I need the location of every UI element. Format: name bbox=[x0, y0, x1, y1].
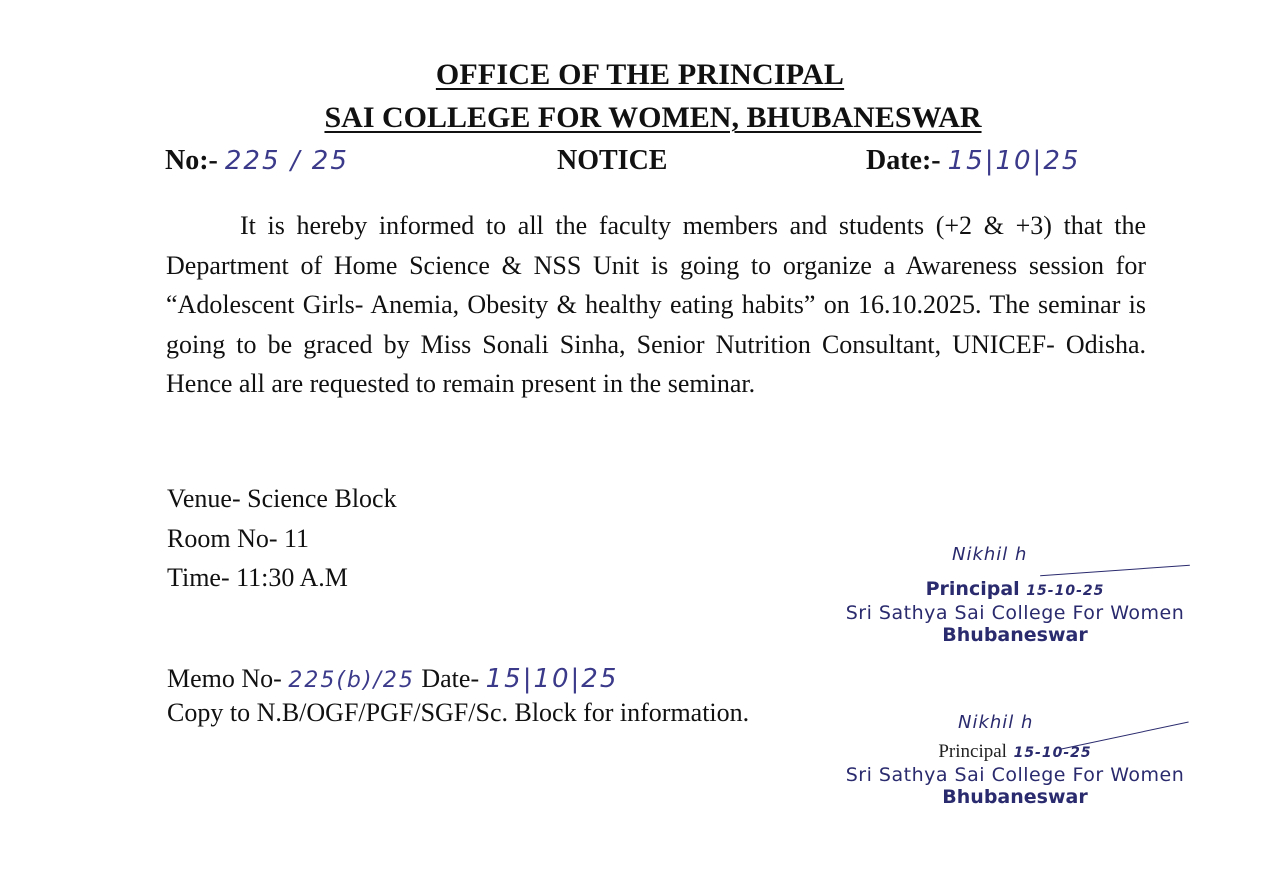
venue: Venue- Science Block bbox=[167, 484, 397, 513]
principal-stamp-2 bbox=[820, 740, 1210, 808]
stamp-1-city: Bhubaneswar bbox=[942, 624, 1088, 646]
signature-1: Nikhil h bbox=[952, 544, 1028, 565]
room-number: Room No- 11 bbox=[167, 524, 310, 553]
stamp-1-college: Sri Sathya Sai College For Women bbox=[845, 602, 1185, 624]
copy-to: Copy to N.B/OGF/PGF/SGF/Sc. Block for information. bbox=[167, 698, 750, 727]
memo-date-value: 15|10|25 bbox=[485, 664, 619, 694]
signature-1-stroke bbox=[1040, 565, 1190, 576]
notice-title: NOTICE bbox=[557, 145, 668, 176]
notice-number-value: 225 / 25 bbox=[224, 146, 349, 176]
time: Time- 11:30 A.M bbox=[167, 563, 348, 592]
stamp-2-date: 15-10-25 bbox=[1013, 745, 1092, 761]
notice-number bbox=[165, 145, 349, 177]
notice-number-label: No:- bbox=[165, 145, 218, 176]
stamp-2-college: Sri Sathya Sai College For Women bbox=[845, 764, 1185, 786]
memo-line bbox=[167, 664, 618, 694]
notice-date-value: 15|10|25 bbox=[947, 146, 1081, 176]
office-heading-text: OFFICE OF THE PRINCIPAL bbox=[435, 58, 845, 91]
stamp-2-title: Principal bbox=[938, 741, 1007, 762]
memo-label: Memo No- bbox=[167, 664, 282, 693]
stamp-1-date: 15-10-25 bbox=[1026, 583, 1105, 599]
memo-date-label: Date- bbox=[421, 664, 480, 693]
notice-date-label: Date:- bbox=[866, 145, 941, 176]
notice-paragraph: It is hereby informed to all the faculty members and students (+2 & +3) that the Department of Home Science & NSS Unit is going to organize a Awareness session for “Adolescent Girls- Anemia, Obesity & healthy eating habits” on 16.10.2025. The seminar is going to be graced by Miss Sonali Sinha, Senior Nutrition Consultant, UNICEF- Odisha. Hence all are requested to remain present in the seminar. bbox=[166, 211, 1146, 398]
principal-stamp-1 bbox=[820, 578, 1210, 646]
office-heading bbox=[0, 58, 1280, 92]
college-heading-text: SAI COLLEGE FOR WOMEN, BHUBANESWAR bbox=[324, 101, 982, 134]
memo-value: 225(b)/25 bbox=[288, 668, 415, 693]
notice-body bbox=[166, 206, 1146, 404]
stamp-1-title: Principal bbox=[925, 578, 1020, 600]
college-heading bbox=[0, 101, 1280, 135]
stamp-2-city: Bhubaneswar bbox=[942, 786, 1088, 808]
signature-2: Nikhil h bbox=[958, 712, 1034, 733]
notice-date bbox=[866, 145, 1080, 177]
